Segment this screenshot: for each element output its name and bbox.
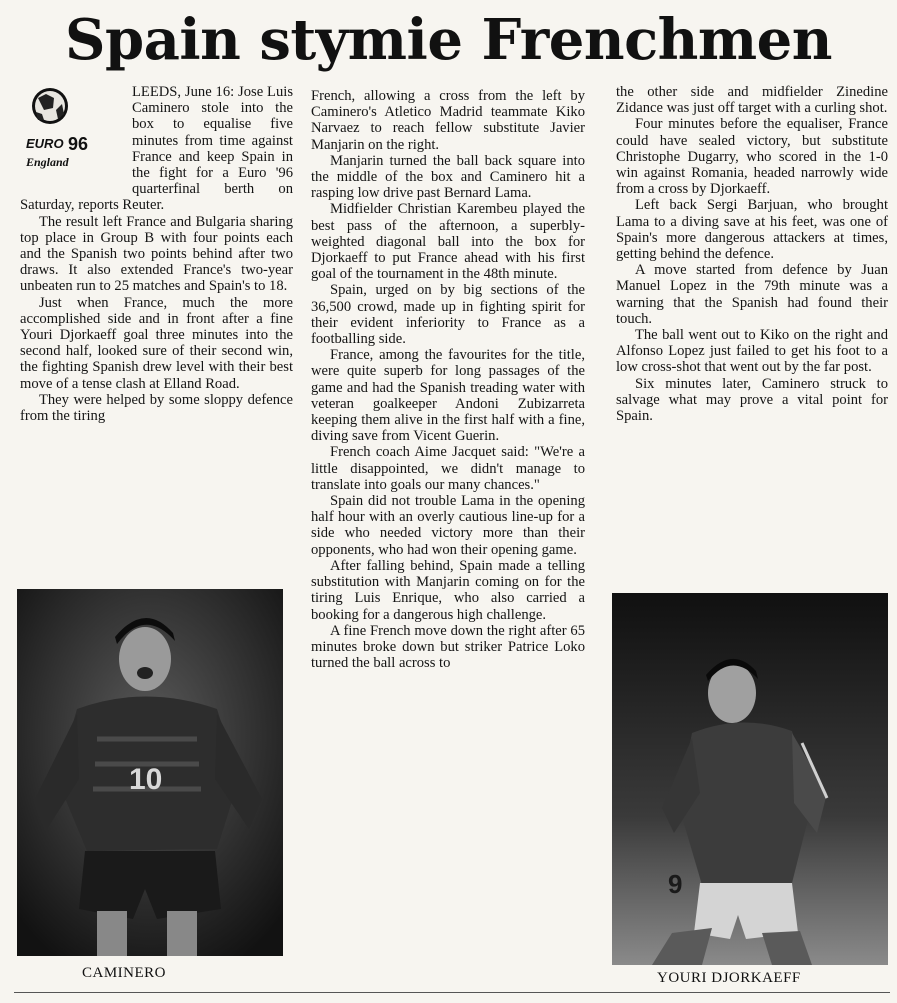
paragraph: French coach Aime Jacquet said: "We're a little disappointed, we didn't manage to translate into goals our many chances." bbox=[311, 444, 585, 493]
paragraph: The ball went out to Kiko on the right and Alfonso Lopez just failed to get his foot to a low cross-shot that went out by the far post. bbox=[616, 327, 888, 376]
paragraph: Four minutes before the equaliser, France could have sealed victory, but substitute Christophe Dugarry, who scored in the 1-0 win against Romania, headed narrowly wide from a cross by Djorkaeff. bbox=[616, 116, 888, 198]
paragraph: Left back Sergi Barjuan, who brought Lama to a diving save at his feet, was one of Spain's more dangerous attackers at times, getting behind the defence. bbox=[616, 197, 888, 263]
paragraph: the other side and midfielder Zinedine Zidance was just off target with a curling shot. bbox=[616, 84, 888, 117]
headline: Spain stymie Frenchmen bbox=[65, 7, 832, 73]
photo-djorkaeff bbox=[612, 593, 888, 965]
paragraph: They were helped by some sloppy defence from the tiring bbox=[20, 391, 293, 425]
paragraph: Manjarin turned the ball back square into the middle of the box and Caminero hit a rasping low drive past Bernard Lama. bbox=[311, 152, 585, 202]
photo-caminero bbox=[17, 589, 283, 956]
article-column-1 bbox=[20, 84, 293, 424]
paragraph: France, among the favourites for the title, were quite superb for long passages of the game and had the Spanish treading water with veteran goalkeeper Andoni Zubizarreta keeping them alive in the first half with a fine, diving save from Vicent Guerin. bbox=[311, 347, 585, 445]
paragraph: Six minutes later, Caminero struck to salvage what may prove a vital point for Spain. bbox=[616, 375, 888, 425]
logo-sub-text: England bbox=[26, 155, 69, 169]
paragraph: A move started from defence by Juan Manuel Lopez in the 79th minute was a warning that the Spanish had found their touch. bbox=[616, 262, 888, 327]
shirt-number-10: 10 bbox=[129, 763, 163, 796]
euro96-logo bbox=[20, 84, 124, 182]
paragraph: Midfielder Christian Karembeu played the best pass of the afternoon, a superbly-weighted diagonal ball into the box for Djorkaeff to put France ahead with his first goal of the tournament in the 48th minute. bbox=[311, 201, 585, 283]
paragraph: Just when France, much the more accomplished side and in front after a fine Youri Djorkaeff goal three minutes into the second half, looked sure of their second win, the fighting Spanish drew level with their best move of a tense clash at Elland Road. bbox=[20, 294, 293, 392]
logo-number: 96 bbox=[68, 134, 89, 154]
logo-top-text: EURO bbox=[26, 136, 64, 151]
caption-caminero: CAMINERO bbox=[82, 965, 167, 981]
shirt-number-9: 9 bbox=[668, 869, 683, 899]
paragraph: Spain, urged on by big sections of the 36,500 crowd, made up in fighting spirit for their evident inferiority to France as a footballing side. bbox=[311, 282, 585, 348]
paragraph: French, allowing a cross from the left by Caminero's Atletico Madrid teammate Kiko Narvaez to reach fellow substitute Javier Manjarin on the right. bbox=[311, 88, 585, 153]
article-column-3 bbox=[616, 84, 888, 424]
article-column-2 bbox=[311, 88, 585, 671]
paragraph: After falling behind, Spain made a telling substitution with Manjarin coming on for the tiring Luis Enrique, who also carried a booking for a dangerous high challenge. bbox=[311, 557, 585, 623]
paragraph: Spain did not trouble Lama in the opening half hour with an overly cautious line-up for a side who needed victory more than their opponents, who had won their opening game. bbox=[311, 493, 585, 558]
bottom-rule bbox=[14, 992, 890, 993]
paragraph: A fine French move down the right after 65 minutes broke down but striker Patrice Loko turned the ball across to bbox=[311, 622, 585, 672]
paragraph: The result left France and Bulgaria sharing top place in Group B with four points each and the Spanish two points behind after two draws. It also extended France's two-year unbeaten run to 25 matches and Spain's to 18. bbox=[20, 213, 293, 295]
paragraph: LEEDS, June 16: Jose Luis Caminero stole into the box to equalise five minutes from time against France and keep Spain in the fight for a Euro '96 quarterfinal berth on Saturday, reports Reuter. bbox=[20, 84, 293, 214]
caption-djorkaeff: YOURI DJORKAEFF bbox=[657, 970, 801, 986]
